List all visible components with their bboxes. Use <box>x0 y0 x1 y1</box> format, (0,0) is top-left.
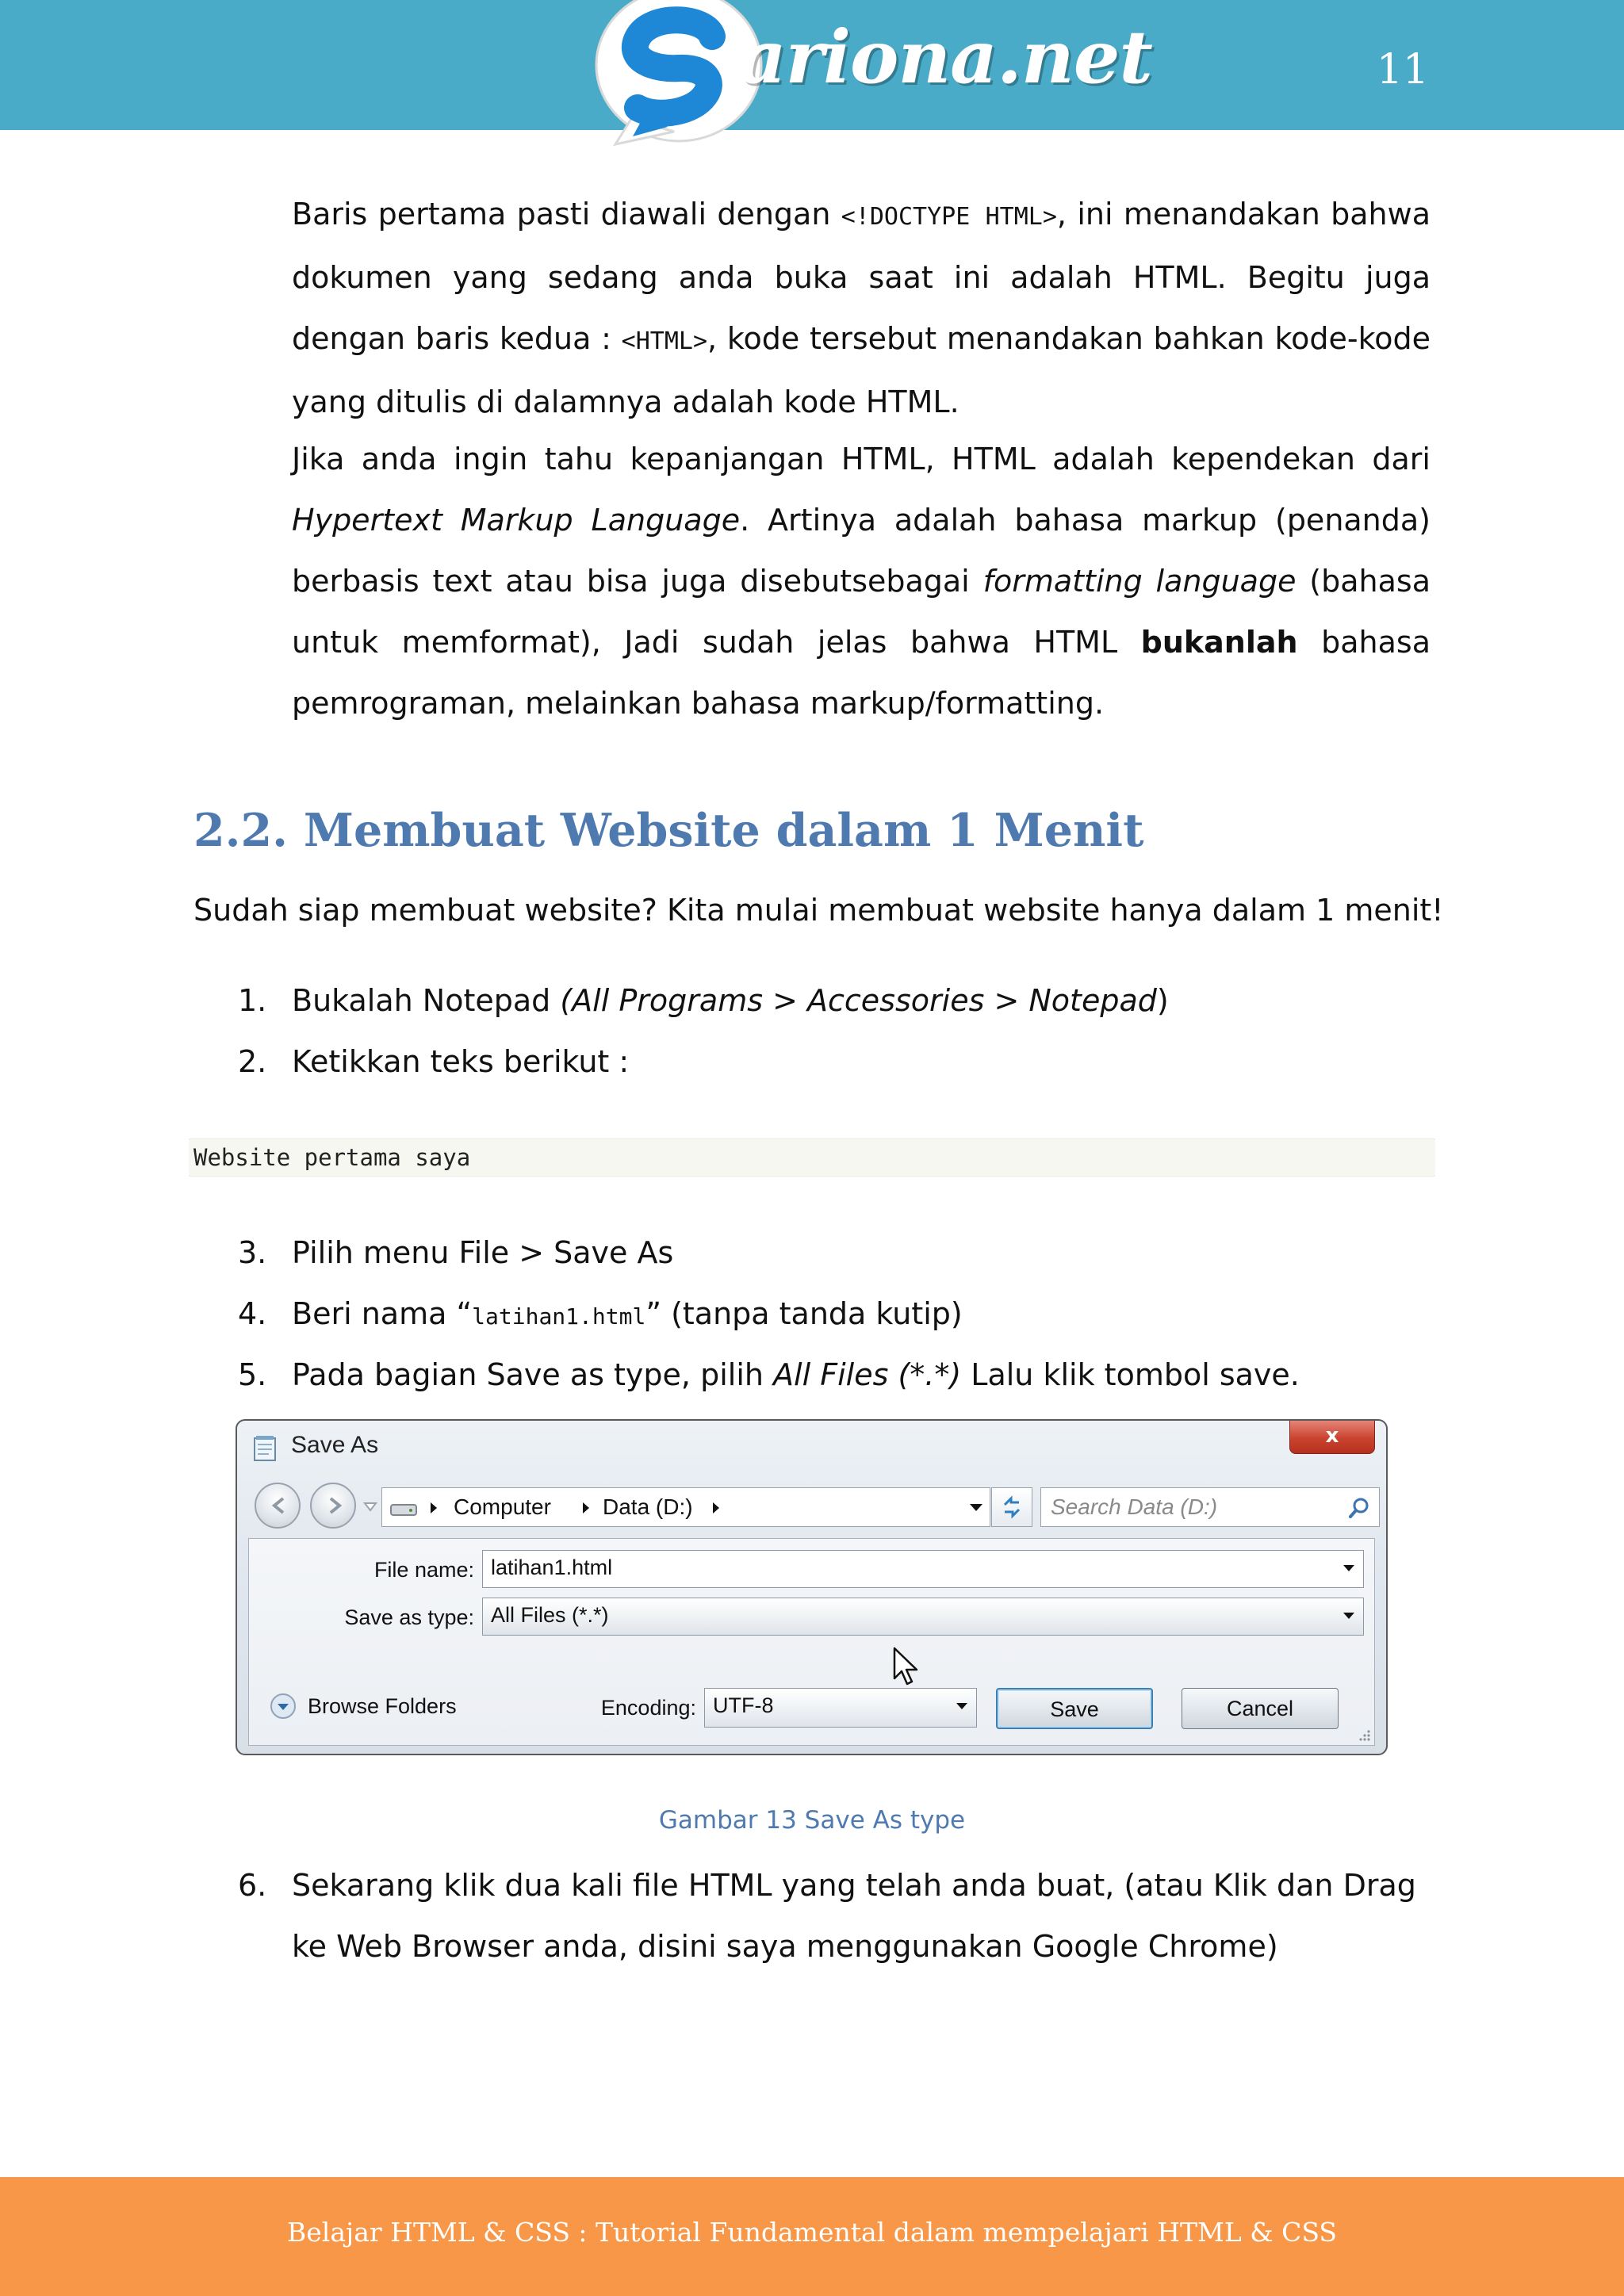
text: Sekarang klik dua kali file HTML yang telah anda buat, (atau Klik dan Drag ke Web Browser anda, disini saya menggunakan Google Chrome) <box>292 1868 1416 1964</box>
bold-text: bukanlah <box>1140 625 1298 660</box>
brand-name: ariona.net <box>739 14 1152 100</box>
browse-folders-label[interactable]: Browse Folders <box>308 1694 457 1718</box>
list-number: 6. <box>238 1868 267 1903</box>
breadcrumb-arrow-icon[interactable] <box>580 1500 592 1516</box>
back-arrow-icon <box>267 1494 291 1517</box>
list-item-6 <box>238 1855 1431 1977</box>
encoding-label: Encoding: <box>600 1696 696 1720</box>
list-number: 2. <box>238 1044 267 1079</box>
forward-arrow-icon <box>323 1494 347 1517</box>
emphasis: formatting language <box>982 564 1297 599</box>
file-name-label: File name: <box>373 1558 474 1582</box>
search-box[interactable] <box>1040 1487 1380 1527</box>
search-input[interactable] <box>1051 1494 1336 1521</box>
text: Bukalah Notepad <box>292 983 561 1018</box>
dialog-title: Save As <box>291 1432 379 1458</box>
text: ” (tanpa tanda kutip) <box>645 1296 963 1331</box>
text: , ini menandakan bahwa dokumen yang sedang anda buka saat ini adalah HTML. Begitu juga dengan baris kedua : <box>292 197 1431 356</box>
encoding-select[interactable] <box>704 1688 977 1728</box>
emphasis: All Files (*.*) <box>773 1357 962 1392</box>
text: ) <box>1156 983 1169 1018</box>
save-as-type-value[interactable]: All Files (*.*) <box>491 1603 609 1627</box>
breadcrumb-arrow-icon[interactable] <box>710 1500 722 1516</box>
chevron-down-icon[interactable] <box>963 1488 990 1526</box>
text: Baris pertama pasti diawali dengan <box>292 197 841 232</box>
page-number: 11 <box>1376 46 1429 94</box>
list-item-1 <box>238 983 1169 1018</box>
save-as-type-select[interactable] <box>482 1598 1364 1636</box>
refresh-icon <box>1000 1495 1024 1519</box>
intro-text: Sudah siap membuat website? Kita mulai membuat website hanya dalam 1 menit! <box>193 893 1444 928</box>
forward-button[interactable] <box>310 1483 356 1529</box>
list-item-2 <box>238 1044 629 1079</box>
save-button[interactable]: Save <box>996 1688 1153 1729</box>
back-button[interactable] <box>255 1483 301 1529</box>
page-header <box>0 0 1624 130</box>
breadcrumb-data-drive[interactable]: Data (D:) <box>603 1494 693 1519</box>
list-number: 4. <box>238 1296 267 1331</box>
inline-code: latihan1.html <box>472 1303 646 1330</box>
text: Jika anda ingin tahu kepanjangan HTML, HTML adalah kependekan dari <box>292 442 1431 476</box>
list-item-4 <box>238 1296 963 1331</box>
inline-code: <HTML> <box>621 327 708 355</box>
paragraph-doctype <box>292 184 1431 433</box>
breadcrumb-computer[interactable]: Computer <box>454 1494 551 1519</box>
inline-code: <!DOCTYPE HTML> <box>841 203 1057 231</box>
paragraph-html-definition <box>292 429 1431 734</box>
list-item-5 <box>238 1357 1300 1392</box>
refresh-button[interactable] <box>991 1487 1032 1527</box>
close-icon: x <box>1325 1424 1339 1448</box>
text: . Artinya adalah bahasa markup (penanda) berbasis text atau bisa juga disebutsebagai <box>292 503 1431 599</box>
figure-caption: Gambar 13 Save As type <box>658 1806 966 1835</box>
breadcrumb-arrow-icon[interactable] <box>428 1500 439 1516</box>
expand-icon <box>270 1693 297 1720</box>
code-text: Website pertama saya <box>193 1144 471 1171</box>
save-as-type-label: Save as type: <box>344 1605 474 1629</box>
list-number: 3. <box>238 1235 267 1270</box>
chevron-down-icon[interactable] <box>1342 1563 1355 1573</box>
mouse-cursor-icon <box>893 1647 920 1688</box>
text: Pilih menu File > Save As <box>292 1235 674 1270</box>
chevron-down-icon[interactable] <box>956 1701 968 1711</box>
page-footer <box>0 2177 1624 2296</box>
list-number: 5. <box>238 1357 267 1392</box>
cancel-button[interactable]: Cancel <box>1182 1688 1339 1729</box>
text: Ketikkan teks berikut : <box>292 1044 630 1079</box>
text: Beri nama “ <box>292 1296 473 1331</box>
close-button[interactable] <box>1289 1419 1375 1454</box>
text: (bahasa untuk memformat), Jadi sudah jelas bahwa HTML <box>292 564 1431 660</box>
list-item-3 <box>238 1235 673 1270</box>
list-number: 1. <box>238 983 267 1018</box>
dialog-panel <box>248 1538 1375 1746</box>
drive-icon <box>390 1501 417 1517</box>
search-icon[interactable] <box>1347 1496 1371 1520</box>
code-block <box>189 1138 1435 1177</box>
encoding-value[interactable]: UTF-8 <box>713 1693 774 1717</box>
text: Lalu klik tombol save. <box>961 1357 1300 1392</box>
emphasis: Hypertext Markup Language <box>292 503 741 538</box>
text: bahasa pemrograman, melainkan bahasa markup/formatting. <box>292 625 1431 721</box>
text: Pada bagian Save as type, pilih <box>292 1357 774 1392</box>
footer-text: Belajar HTML & CSS : Tutorial Fundamental dalam mempelajari HTML & CSS <box>287 2217 1337 2248</box>
chevron-down-icon[interactable] <box>1342 1611 1355 1621</box>
resize-grip-icon[interactable] <box>1357 1728 1371 1742</box>
history-dropdown-icon[interactable] <box>362 1498 378 1514</box>
text: , kode tersebut menandakan bahkan kode-kode yang ditulis di dalamnya adalah kode HTML. <box>292 321 1431 419</box>
file-name-field[interactable] <box>482 1550 1364 1588</box>
address-bar[interactable] <box>381 1487 990 1527</box>
notepad-icon <box>253 1435 277 1462</box>
emphasis: (All Programs > Accessories > Notepad <box>560 983 1157 1018</box>
save-as-dialog <box>236 1419 1388 1755</box>
file-name-value[interactable]: latihan1.html <box>491 1556 613 1579</box>
section-heading: 2.2. Membuat Website dalam 1 Menit <box>193 804 1144 857</box>
